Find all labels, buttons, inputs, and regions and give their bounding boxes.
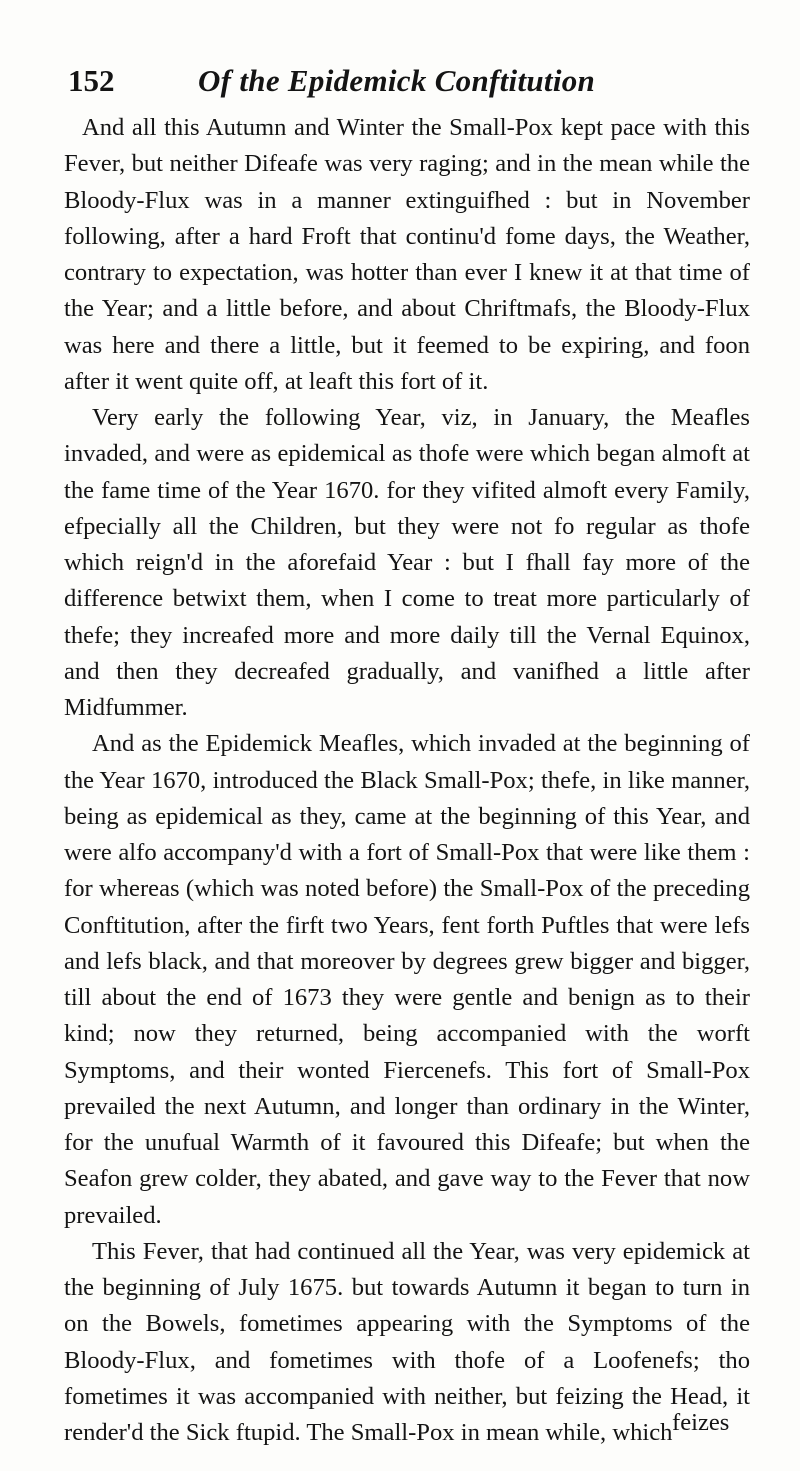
page-number: 152 <box>68 63 115 98</box>
paragraph-1: And all this Autumn and Winter the Small-Pox kept pace with this Fever, but neither Difeafe was very raging; and in the mean while the Bloody-Flux was in a manner extinguifhed : but in November following, after a hard Froft that continu'd fome days, the Weather, contrary to expectation, was hotter than ever I knew it at that time of the Year; and a little before, and about Chriftmafs, the Bloody-Flux was here and there a little, but it feemed to be expiring, and foon after it went quite off, at leaft this fort of it. <box>64 114 750 395</box>
paragraph-4: This Fever, that had continued all the Year, was very epidemick at the beginning of July 1675. but towards Autumn it began to turn in on the Bowels, fometimes appearing with the Symptoms of the Bloody-Flux, and fometimes with thofe of a Loofenefs; tho fometimes it was accompanied with neither, but feizing the Head, it render'd the Sick ftupid. The Small-Pox in mean while, which <box>64 1237 750 1446</box>
paragraph-2: Very early the following Year, viz, in January, the Meafles invaded, and were as epidemical as thofe were which began almoft at the fame time of the Year 1670. for they vifited almoft every Family, efpecially all the Children, but they were not fo regular as thofe which reign'd in the aforefaid Year : but I fhall fay more of the difference betwixt them, when I come to treat more particularly of thefe; they increafed more and more daily till the Vernal Equinox, and then they decreafed gradually, and vanifhed a little after Midfummer. <box>64 404 750 721</box>
page-header <box>68 56 748 106</box>
paragraph-3: And as the Epidemick Meafles, which invaded at the beginning of the Year 1670, introduced the Black Small-Pox; thefe, in like manner, being as epidemical as they, came at the beginning of this Year, and were alfo accompany'd with a fort of Small-Pox that were like them : for whereas (which was noted before) the Small-Pox of the preceding Conftitution, after the firft two Years, fent forth Puftles that were lefs and lefs black, and that moreover by degrees grew bigger and bigger, till about the end of 1673 they were gentle and benign as to their kind; now they returned, being accompanied with the worft Symptoms, and their wonted Fiercenefs. This fort of Small-Pox prevailed the next Autumn, and longer than ordinary in the Winter, for the unufual Warmth of it favoured this Difeafe; but when the Seafon grew colder, they abated, and gave way to the Fever that now prevailed. <box>64 730 750 1229</box>
catchword: feizes <box>672 1409 730 1436</box>
running-title: Of the Epidemick Conftitution <box>198 63 596 98</box>
body-text <box>64 110 750 1451</box>
